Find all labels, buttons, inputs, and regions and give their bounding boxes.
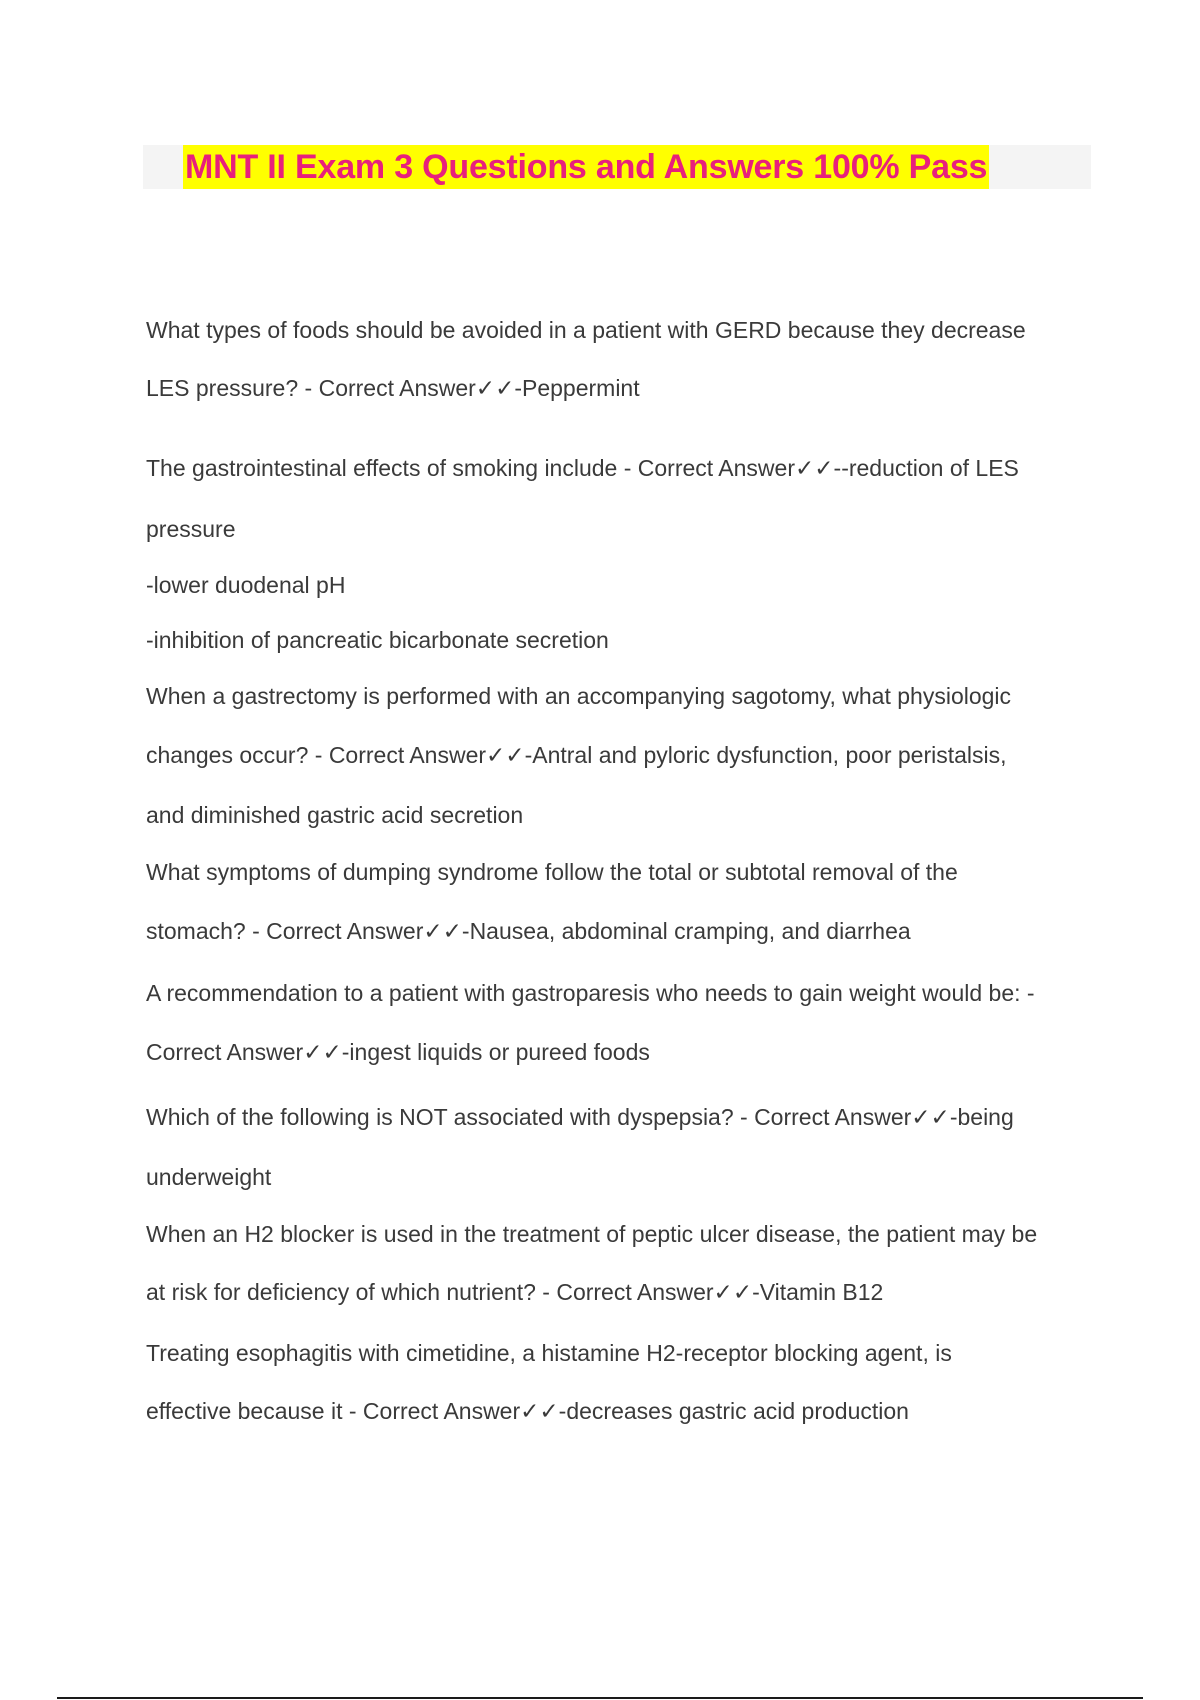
qa-line: The gastrointestinal effects of smoking include - Correct Answer✓✓--reduction of LES bbox=[146, 455, 1019, 481]
qa-line: underweight bbox=[146, 1164, 272, 1190]
qa-line: -inhibition of pancreatic bicarbonate secretion bbox=[146, 627, 609, 653]
qa-line: LES pressure? - Correct Answer✓✓-Peppermint bbox=[146, 375, 640, 401]
qa-line: -lower duodenal pH bbox=[146, 572, 346, 598]
qa-line: A recommendation to a patient with gastroparesis who needs to gain weight would be: - bbox=[146, 980, 1035, 1006]
footer-divider bbox=[57, 1697, 1143, 1699]
qa-line: effective because it - Correct Answer✓✓-decreases gastric acid production bbox=[146, 1398, 909, 1424]
qa-line: When an H2 blocker is used in the treatment of peptic ulcer disease, the patient may be bbox=[146, 1221, 1038, 1247]
document-title: MNT II Exam 3 Questions and Answers 100% Pass bbox=[183, 145, 989, 189]
qa-line: pressure bbox=[146, 516, 236, 542]
qa-line: Treating esophagitis with cimetidine, a histamine H2-receptor blocking agent, is bbox=[146, 1340, 952, 1366]
qa-line: stomach? - Correct Answer✓✓-Nausea, abdominal cramping, and diarrhea bbox=[146, 918, 911, 944]
qa-line: Correct Answer✓✓-ingest liquids or pureed foods bbox=[146, 1039, 650, 1065]
qa-line: When a gastrectomy is performed with an accompanying sagotomy, what physiologic bbox=[146, 683, 1012, 709]
qa-line: What types of foods should be avoided in a patient with GERD because they decrease bbox=[146, 317, 1026, 343]
qa-line: What symptoms of dumping syndrome follow the total or subtotal removal of the bbox=[146, 859, 958, 885]
qa-line: changes occur? - Correct Answer✓✓-Antral and pyloric dysfunction, poor peristalsis, bbox=[146, 742, 1007, 768]
qa-line: at risk for deficiency of which nutrient? - Correct Answer✓✓-Vitamin B12 bbox=[146, 1279, 884, 1305]
qa-line: Which of the following is NOT associated with dyspepsia? - Correct Answer✓✓-being bbox=[146, 1104, 1014, 1130]
qa-line: and diminished gastric acid secretion bbox=[146, 802, 524, 828]
